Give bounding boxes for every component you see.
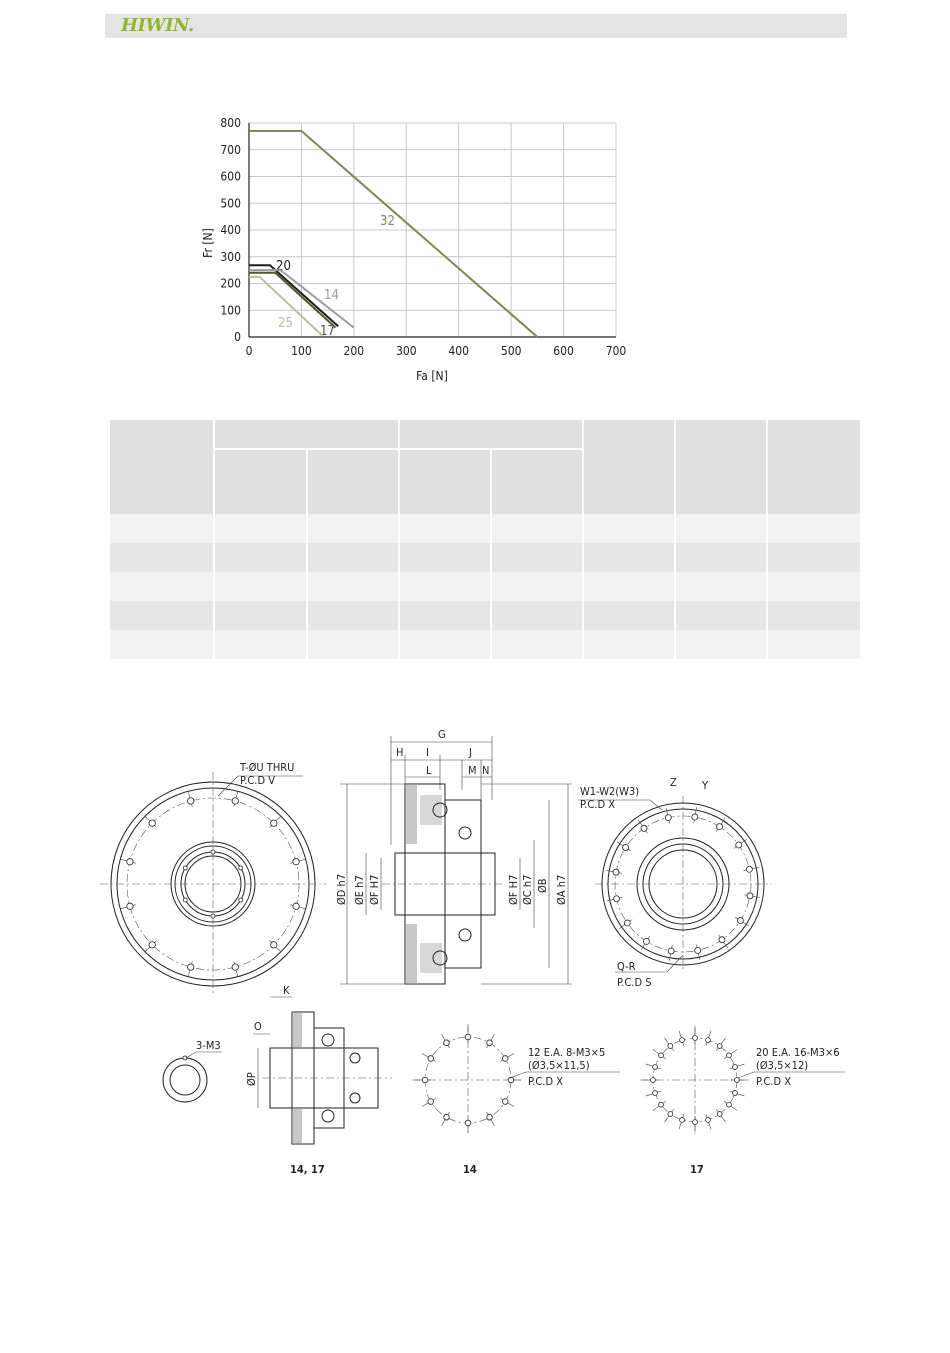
- label-o: O: [254, 1020, 262, 1033]
- x-tick-label: 100: [291, 344, 312, 358]
- hole-centerline: [442, 1034, 450, 1048]
- label-pcd-v: P.C.D V: [240, 774, 275, 787]
- caption-17: 17: [690, 1163, 704, 1176]
- hole-centerline: [664, 1038, 673, 1051]
- bolt-hole: [211, 914, 215, 918]
- series-label-17: 17: [320, 324, 335, 339]
- section-14-17-drawing: [245, 984, 392, 1176]
- load-chart: [0, 0, 950, 400]
- y-tick-label: 800: [220, 116, 241, 130]
- hole-centerline: [653, 1049, 666, 1058]
- hole-centerline: [120, 859, 135, 863]
- label-p: ØP: [245, 1072, 258, 1086]
- table-header-cell: [214, 420, 399, 449]
- bolt-hole: [746, 866, 752, 872]
- table-header-cell: [307, 449, 399, 514]
- bolt-hole: [706, 1038, 711, 1043]
- bolt-hole: [271, 942, 277, 948]
- hole-centerline: [735, 917, 748, 926]
- x-tick-label: 600: [553, 344, 574, 358]
- note-17-line-1: 20 E.A. 16-M3×6: [756, 1046, 840, 1059]
- bolt-hole: [465, 1034, 471, 1040]
- label-b: ØB: [536, 878, 549, 893]
- hole-centerline: [422, 1099, 436, 1107]
- hole-centerline: [619, 920, 632, 929]
- hole-centerline: [120, 905, 135, 909]
- bolt-hole: [239, 898, 243, 902]
- y-tick-label: 400: [220, 223, 241, 237]
- bolt-hole: [727, 1102, 732, 1107]
- label-q-r: Q-R: [617, 960, 636, 973]
- bolt-hole: [428, 1099, 434, 1105]
- bolt-hole: [127, 859, 133, 865]
- table-header-cell: [399, 420, 583, 449]
- note-14-pcd-x: P.C.D X: [528, 1075, 563, 1088]
- label-e: ØE h7: [353, 875, 366, 905]
- table-header-cell: [583, 420, 675, 514]
- caption-14: 14: [463, 1163, 477, 1176]
- series-label-32: 32: [380, 214, 395, 229]
- label-k: K: [283, 984, 290, 997]
- label-y: Y: [702, 779, 709, 792]
- bolt-hole: [149, 820, 155, 826]
- specification-table: [110, 420, 860, 659]
- note-17-line-2: (Ø3,5×12): [756, 1059, 809, 1072]
- y-tick-label: 600: [220, 169, 241, 184]
- bolt-hole: [680, 1038, 685, 1043]
- hole-centerline: [487, 1112, 495, 1126]
- hole-centerline: [290, 859, 305, 863]
- bolt-hole: [428, 1056, 434, 1062]
- chart-series-group: [249, 131, 537, 339]
- bolt-hole: [693, 1036, 698, 1041]
- bolt-hole: [465, 1120, 471, 1126]
- bolt-hole: [668, 1112, 673, 1117]
- hole-centerline: [442, 1112, 450, 1126]
- bolt-hole: [623, 844, 629, 850]
- table-header-cell: [767, 420, 860, 514]
- bolt-hole: [659, 1053, 664, 1058]
- label-d: ØD h7: [335, 873, 348, 905]
- y-tick-label: 500: [220, 196, 241, 211]
- label-c: ØC h7: [521, 874, 534, 905]
- label-pcd-x: P.C.D X: [580, 798, 615, 811]
- bolt-hole: [239, 866, 243, 870]
- hole-centerline: [669, 945, 672, 961]
- x-tick-label: 500: [500, 344, 522, 358]
- bolt-hole: [653, 1065, 658, 1070]
- series-label-20: 20: [276, 259, 291, 274]
- hole-centerline: [679, 1114, 684, 1129]
- y-tick-label: 200: [220, 276, 241, 291]
- series-label-14: 14: [324, 288, 339, 303]
- bolt-hole: [183, 866, 187, 870]
- x-tick-label: 400: [448, 344, 470, 358]
- bolt-hole: [659, 1102, 664, 1107]
- table-row: [110, 601, 860, 630]
- hole-centerline: [234, 791, 238, 806]
- bolt-hole: [737, 918, 743, 924]
- label-f-left: ØF H7: [368, 874, 381, 905]
- bolt-hole: [717, 1044, 722, 1049]
- table-header-cell: [399, 449, 491, 514]
- bolt-pattern-14-drawing: [412, 1024, 620, 1176]
- hole-centerline: [653, 1101, 666, 1110]
- hole-centerline: [724, 1049, 737, 1058]
- y-axis-label: Fr [N]: [201, 228, 215, 258]
- bolt-hole: [706, 1118, 711, 1123]
- hole-centerline: [145, 816, 156, 827]
- y-tick-label: 0: [234, 330, 241, 344]
- bolt-hole: [719, 937, 725, 943]
- hole-centerline: [664, 1109, 673, 1122]
- hole-centerline: [744, 867, 760, 870]
- bolt-hole: [727, 1053, 732, 1058]
- table-header-cell: [110, 420, 214, 514]
- hole-centerline: [145, 941, 156, 952]
- bolt-hole: [444, 1040, 450, 1046]
- hole-centerline: [706, 1114, 711, 1129]
- bolt-hole: [444, 1114, 450, 1120]
- hole-centerline: [638, 820, 647, 833]
- bolt-hole: [717, 824, 723, 830]
- bolt-pattern-17-drawing: [640, 1026, 845, 1176]
- hole-centerline: [270, 941, 281, 952]
- hole-centerline: [487, 1034, 495, 1048]
- hole-centerline: [729, 1064, 744, 1069]
- bolt-hole: [668, 1044, 673, 1049]
- label-i: I: [426, 746, 429, 759]
- hole-centerline: [724, 1101, 737, 1110]
- bolt-hole: [641, 825, 647, 831]
- hole-centerline: [641, 936, 650, 949]
- bolt-hole: [653, 1091, 658, 1096]
- rear-view-drawing: [578, 776, 772, 989]
- x-tick-label: 700: [605, 344, 627, 358]
- bolt-hole: [692, 814, 698, 820]
- bolt-hole: [502, 1056, 508, 1062]
- label-pcd-s: P.C.D S: [617, 976, 652, 989]
- note-14-line-2: (Ø3,5×11,5): [528, 1059, 590, 1072]
- table-row: [110, 572, 860, 601]
- bolt-hole: [232, 964, 238, 970]
- hole-centerline: [270, 816, 281, 827]
- hole-centerline: [646, 1064, 661, 1069]
- hole-centerline: [744, 895, 760, 898]
- x-axis-label: Fa [N]: [416, 369, 448, 383]
- small-hub-drawing: [163, 1039, 222, 1102]
- bolt-hole: [188, 798, 194, 804]
- caption-14-17: 14, 17: [290, 1163, 325, 1176]
- bolt-hole: [695, 947, 701, 953]
- hole-centerline: [500, 1099, 514, 1107]
- y-tick-label: 700: [220, 142, 241, 157]
- bolt-hole: [271, 820, 277, 826]
- label-h: H: [396, 746, 404, 759]
- hole-centerline: [188, 961, 192, 976]
- bolt-hole: [149, 942, 155, 948]
- hole-centerline: [422, 1054, 436, 1062]
- note-17-pcd-x: P.C.D X: [756, 1075, 791, 1088]
- hole-centerline: [716, 1038, 725, 1051]
- y-tick-label: 300: [220, 249, 241, 264]
- bolt-hole: [613, 869, 619, 875]
- bolt-hole: [293, 859, 299, 865]
- series-label-25: 25: [278, 316, 293, 331]
- bolt-hole: [668, 948, 674, 954]
- bolt-hole: [614, 896, 620, 902]
- front-view-drawing: [100, 761, 326, 996]
- label-g: G: [438, 728, 446, 741]
- hole-centerline: [706, 1031, 711, 1046]
- bolt-hole: [211, 850, 215, 854]
- bolt-hole: [717, 1112, 722, 1117]
- bolt-hole: [733, 1091, 738, 1096]
- bolt-hole: [127, 903, 133, 909]
- label-f-right: ØF H7: [507, 874, 520, 905]
- section-view-drawing: [335, 728, 572, 984]
- x-tick-label: 0: [245, 344, 253, 358]
- bolt-hole: [502, 1099, 508, 1105]
- bolt-hole: [733, 1065, 738, 1070]
- table-row: [110, 514, 860, 543]
- bolt-hole: [487, 1114, 493, 1120]
- table-row: [110, 630, 860, 659]
- hole-centerline: [666, 808, 669, 824]
- table-header-cell: [675, 420, 767, 514]
- hole-centerline: [606, 870, 622, 873]
- label-n: N: [482, 764, 490, 777]
- bolt-hole: [624, 920, 630, 926]
- bolt-hole: [643, 938, 649, 944]
- label-w: W1-W2(W3): [580, 785, 640, 798]
- bolt-hole: [293, 903, 299, 909]
- hiwin-logo: HIWIN.: [121, 15, 194, 36]
- table-row: [110, 543, 860, 572]
- hole-centerline: [716, 1109, 725, 1122]
- hole-centerline: [716, 818, 725, 831]
- bolt-hole: [747, 893, 753, 899]
- hole-centerline: [607, 897, 623, 900]
- bolt-hole: [422, 1077, 428, 1083]
- bolt-hole: [183, 898, 187, 902]
- bolt-hole: [735, 1078, 740, 1083]
- chart-grid: [249, 123, 616, 337]
- hole-centerline: [719, 935, 728, 948]
- hole-centerline: [734, 839, 747, 848]
- x-tick-label: 300: [395, 344, 417, 358]
- hole-centerline: [188, 791, 192, 806]
- hole-centerline: [500, 1054, 514, 1062]
- bolt-hole: [232, 798, 238, 804]
- bolt-hole: [680, 1118, 685, 1123]
- bolt-hole: [508, 1077, 514, 1083]
- note-14-line-1: 12 E.A. 8-M3×5: [528, 1046, 606, 1059]
- label-z: Z: [670, 776, 677, 789]
- hole-centerline: [290, 905, 305, 909]
- label-t-u-thru: T-ØU THRU: [240, 761, 295, 774]
- bolt-hole: [188, 964, 194, 970]
- bolt-hole: [736, 842, 742, 848]
- label-j: J: [469, 746, 472, 759]
- x-tick-label: 200: [343, 344, 365, 358]
- label-a: ØA h7: [555, 874, 568, 905]
- hole-centerline: [679, 1031, 684, 1046]
- hole-centerline: [234, 961, 238, 976]
- table-header-cell: [491, 449, 583, 514]
- label-m: M: [468, 764, 477, 777]
- bolt-hole: [665, 815, 671, 821]
- bolt-hole: [693, 1120, 698, 1125]
- table-header-cell: [214, 449, 307, 514]
- bolt-hole: [487, 1040, 493, 1046]
- bolt-hole: [651, 1078, 656, 1083]
- label-3-m3: 3-M3: [196, 1039, 221, 1052]
- hole-centerline: [646, 1091, 661, 1096]
- hole-centerline: [617, 842, 630, 851]
- hole-centerline: [729, 1091, 744, 1096]
- y-tick-label: 100: [220, 303, 241, 318]
- label-l: L: [426, 764, 432, 777]
- hole-centerline: [696, 945, 699, 961]
- hole-centerline: [694, 807, 697, 823]
